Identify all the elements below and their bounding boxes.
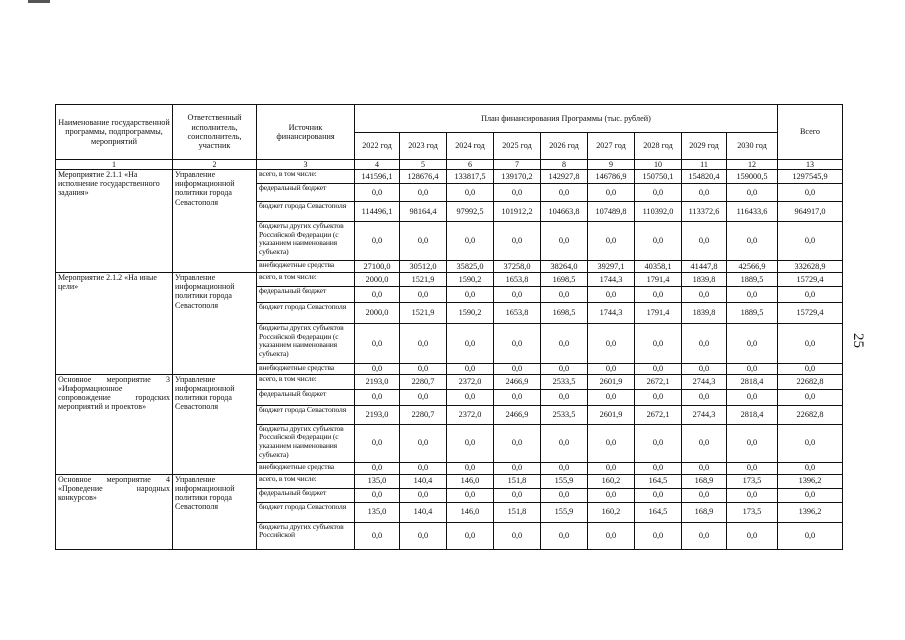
column-index: 5 (400, 160, 447, 170)
year-value: 0,0 (635, 287, 682, 303)
total-value: 0,0 (778, 522, 843, 549)
header-source: Источник финансирования (257, 105, 355, 160)
header-year: 2025 год (494, 133, 541, 160)
year-value: 0,0 (588, 364, 635, 375)
year-value: 0,0 (355, 287, 400, 303)
financing-source: бюджет города Севастополя (257, 405, 355, 424)
year-value: 2000,0 (355, 303, 400, 324)
column-index: 3 (257, 160, 355, 170)
year-value: 1791,4 (635, 303, 682, 324)
year-value: 0,0 (400, 462, 447, 474)
year-value: 0,0 (682, 364, 727, 375)
total-value: 0,0 (778, 324, 843, 364)
year-value: 107489,8 (588, 202, 635, 222)
year-value: 0,0 (400, 222, 447, 261)
column-index: 13 (778, 160, 843, 170)
year-value: 0,0 (727, 488, 778, 502)
header-plan: План финансирования Программы (тыс. рублей) (355, 105, 778, 133)
year-value: 0,0 (682, 424, 727, 462)
year-value: 2280,7 (400, 405, 447, 424)
year-value: 1521,9 (400, 303, 447, 324)
year-value: 0,0 (400, 184, 447, 202)
year-value: 0,0 (541, 424, 588, 462)
total-value: 0,0 (778, 488, 843, 502)
year-value: 140,4 (400, 502, 447, 522)
financing-source: федеральный бюджет (257, 389, 355, 405)
year-value: 27100,0 (355, 261, 400, 273)
year-value: 0,0 (494, 522, 541, 549)
year-value: 0,0 (400, 364, 447, 375)
responsible-executor: Управление информационной политики города Севастополя (173, 474, 257, 549)
year-value: 0,0 (494, 324, 541, 364)
year-value: 39297,1 (588, 261, 635, 273)
scan-mark (28, 0, 50, 3)
table-row (56, 474, 843, 488)
year-value: 1791,4 (635, 273, 682, 287)
financing-source: федеральный бюджет (257, 287, 355, 303)
year-value: 0,0 (447, 389, 494, 405)
total-value: 0,0 (778, 184, 843, 202)
year-value: 0,0 (588, 222, 635, 261)
responsible-executor: Управление информационной политики города Севастополя (173, 273, 257, 375)
year-value: 140,4 (400, 474, 447, 488)
year-value: 0,0 (494, 424, 541, 462)
measure-name: Мероприятие 2.1.2 «На иные цели» (56, 273, 173, 375)
year-value: 151,8 (494, 474, 541, 488)
year-value: 98164,4 (400, 202, 447, 222)
year-value: 0,0 (635, 364, 682, 375)
total-value: 1297545,9 (778, 170, 843, 184)
responsible-executor: Управление информационной политики города Севастополя (173, 170, 257, 273)
header-year: 2028 год (635, 133, 682, 160)
column-index: 11 (682, 160, 727, 170)
financing-source: бюджеты других субъектов Российской Федерации (с указанием наименования субъекта) (257, 324, 355, 364)
year-value: 40358,1 (635, 261, 682, 273)
year-value: 0,0 (541, 522, 588, 549)
year-value: 0,0 (727, 522, 778, 549)
year-value: 0,0 (355, 488, 400, 502)
year-value: 0,0 (400, 287, 447, 303)
year-value: 2744,3 (682, 374, 727, 389)
measure-name: Основное мероприятие 3 «Информационное сопровождение городских мероприятий и проектов» (56, 374, 173, 474)
year-value: 141596,1 (355, 170, 400, 184)
year-value: 133817,5 (447, 170, 494, 184)
financing-source: федеральный бюджет (257, 184, 355, 202)
financing-source: внебюджетные средства (257, 261, 355, 273)
year-value: 0,0 (447, 324, 494, 364)
header-year: 2027 год (588, 133, 635, 160)
column-index: 7 (494, 160, 541, 170)
year-value: 1698,5 (541, 273, 588, 287)
year-value: 0,0 (541, 222, 588, 261)
year-value: 1889,5 (727, 303, 778, 324)
header-year: 2024 год (447, 133, 494, 160)
year-value: 0,0 (447, 222, 494, 261)
year-value: 2601,9 (588, 374, 635, 389)
page-number: 25 (850, 333, 866, 348)
year-value: 135,0 (355, 502, 400, 522)
year-value: 0,0 (355, 462, 400, 474)
table-row (56, 374, 843, 389)
year-value: 1839,8 (682, 273, 727, 287)
year-value: 0,0 (727, 389, 778, 405)
column-index: 2 (173, 160, 257, 170)
year-value: 0,0 (400, 389, 447, 405)
financing-source: бюджет города Севастополя (257, 303, 355, 324)
year-value: 0,0 (447, 488, 494, 502)
year-value: 1698,5 (541, 303, 588, 324)
year-value: 1653,8 (494, 303, 541, 324)
year-value: 0,0 (588, 184, 635, 202)
year-value: 168,9 (682, 474, 727, 488)
year-value: 0,0 (447, 424, 494, 462)
column-index: 1 (56, 160, 173, 170)
financing-source: всего, в том числе: (257, 374, 355, 389)
year-value: 0,0 (355, 184, 400, 202)
year-value: 0,0 (355, 424, 400, 462)
year-value: 155,9 (541, 474, 588, 488)
year-value: 114496,1 (355, 202, 400, 222)
year-value: 164,5 (635, 502, 682, 522)
year-value: 0,0 (494, 222, 541, 261)
year-value: 0,0 (355, 324, 400, 364)
year-value: 0,0 (635, 389, 682, 405)
measure-name: Основное мероприятие 4 «Проведение народных конкурсов» (56, 474, 173, 549)
year-value: 0,0 (727, 462, 778, 474)
year-value: 0,0 (682, 462, 727, 474)
year-value: 1653,8 (494, 273, 541, 287)
header-name: Наименование государственной программы, подпрограммы, мероприятий (56, 105, 173, 160)
total-value: 22682,8 (778, 374, 843, 389)
year-value: 168,9 (682, 502, 727, 522)
financing-source: федеральный бюджет (257, 488, 355, 502)
year-value: 154820,4 (682, 170, 727, 184)
year-value: 0,0 (494, 488, 541, 502)
header-year: 2022 год (355, 133, 400, 160)
year-value: 0,0 (447, 364, 494, 375)
year-value: 0,0 (588, 424, 635, 462)
year-value: 0,0 (355, 522, 400, 549)
financing-source: бюджеты других субъектов Российской Федерации (с указанием наименования субъекта) (257, 424, 355, 462)
total-value: 0,0 (778, 364, 843, 375)
year-value: 173,5 (727, 502, 778, 522)
column-index: 8 (541, 160, 588, 170)
year-value: 0,0 (355, 222, 400, 261)
year-value: 0,0 (588, 287, 635, 303)
year-value: 2672,1 (635, 405, 682, 424)
header-responsible: Ответственный исполнитель, соисполнитель, участник (173, 105, 257, 160)
year-value: 37258,0 (494, 261, 541, 273)
year-value: 0,0 (541, 364, 588, 375)
total-value: 1396,2 (778, 502, 843, 522)
financing-source: всего, в том числе: (257, 170, 355, 184)
table-row (56, 273, 843, 287)
year-value: 139170,2 (494, 170, 541, 184)
year-value: 2000,0 (355, 273, 400, 287)
year-value: 1590,2 (447, 273, 494, 287)
total-value: 964917,0 (778, 202, 843, 222)
year-value: 1590,2 (447, 303, 494, 324)
column-index: 6 (447, 160, 494, 170)
financing-source: бюджеты других субъектов Российской Федерации (с указанием наименования субъекта) (257, 222, 355, 261)
year-value: 2533,5 (541, 374, 588, 389)
year-value: 0,0 (400, 488, 447, 502)
year-value: 0,0 (400, 522, 447, 549)
year-value: 0,0 (635, 462, 682, 474)
year-value: 0,0 (635, 324, 682, 364)
year-value: 0,0 (494, 287, 541, 303)
responsible-executor: Управление информационной политики города Севастополя (173, 374, 257, 474)
year-value: 0,0 (727, 364, 778, 375)
year-value: 101912,2 (494, 202, 541, 222)
year-value: 0,0 (494, 364, 541, 375)
measure-name: Мероприятие 2.1.1 «На исполнение государственного задания» (56, 170, 173, 273)
year-value: 113372,6 (682, 202, 727, 222)
header-total: Всего (778, 105, 843, 160)
year-value: 146,0 (447, 502, 494, 522)
header-year: 2030 год (727, 133, 778, 160)
year-value: 0,0 (727, 324, 778, 364)
year-value: 2818,4 (727, 405, 778, 424)
year-value: 146,0 (447, 474, 494, 488)
year-value: 150750,1 (635, 170, 682, 184)
year-value: 160,2 (588, 474, 635, 488)
financing-source: внебюджетные средства (257, 462, 355, 474)
year-value: 2466,9 (494, 405, 541, 424)
year-value: 1744,3 (588, 273, 635, 287)
year-value: 0,0 (541, 184, 588, 202)
year-value: 0,0 (541, 389, 588, 405)
year-value: 155,9 (541, 502, 588, 522)
year-value: 0,0 (447, 184, 494, 202)
year-value: 2744,3 (682, 405, 727, 424)
year-value: 160,2 (588, 502, 635, 522)
financing-source: бюджет города Севастополя (257, 202, 355, 222)
header-year: 2026 год (541, 133, 588, 160)
year-value: 2280,7 (400, 374, 447, 389)
year-value: 116433,6 (727, 202, 778, 222)
year-value: 2193,0 (355, 374, 400, 389)
table-row (56, 170, 843, 184)
year-value: 2818,4 (727, 374, 778, 389)
year-value: 2372,0 (447, 405, 494, 424)
year-value: 2466,9 (494, 374, 541, 389)
total-value: 0,0 (778, 389, 843, 405)
year-value: 164,5 (635, 474, 682, 488)
financing-source: всего, в том числе: (257, 273, 355, 287)
year-value: 0,0 (635, 522, 682, 549)
year-value: 0,0 (541, 488, 588, 502)
year-value: 0,0 (635, 424, 682, 462)
column-index: 10 (635, 160, 682, 170)
column-index: 12 (727, 160, 778, 170)
year-value: 0,0 (727, 287, 778, 303)
year-value: 30512,0 (400, 261, 447, 273)
year-value: 97992,5 (447, 202, 494, 222)
year-value: 0,0 (727, 184, 778, 202)
year-value: 0,0 (494, 184, 541, 202)
year-value: 0,0 (682, 324, 727, 364)
year-value: 0,0 (400, 424, 447, 462)
year-value: 41447,8 (682, 261, 727, 273)
year-value: 146786,9 (588, 170, 635, 184)
year-value: 0,0 (355, 364, 400, 375)
financing-source: бюджет города Севастополя (257, 502, 355, 522)
financing-source: бюджеты других субъектов Российской (257, 522, 355, 549)
year-value: 0,0 (447, 287, 494, 303)
column-index: 9 (588, 160, 635, 170)
year-value: 0,0 (682, 287, 727, 303)
year-value: 2533,5 (541, 405, 588, 424)
year-value: 0,0 (588, 522, 635, 549)
header-year: 2029 год (682, 133, 727, 160)
year-value: 0,0 (400, 324, 447, 364)
year-value: 0,0 (635, 488, 682, 502)
financing-table (55, 104, 843, 550)
year-value: 110392,0 (635, 202, 682, 222)
year-value: 0,0 (635, 184, 682, 202)
year-value: 0,0 (727, 222, 778, 261)
total-value: 0,0 (778, 287, 843, 303)
year-value: 1839,8 (682, 303, 727, 324)
year-value: 142927,8 (541, 170, 588, 184)
year-value: 135,0 (355, 474, 400, 488)
year-value: 0,0 (541, 462, 588, 474)
total-value: 22682,8 (778, 405, 843, 424)
header-year: 2023 год (400, 133, 447, 160)
year-value: 0,0 (541, 287, 588, 303)
year-value: 0,0 (682, 488, 727, 502)
year-value: 159000,5 (727, 170, 778, 184)
year-value: 0,0 (447, 462, 494, 474)
year-value: 0,0 (682, 389, 727, 405)
total-value: 1396,2 (778, 474, 843, 488)
year-value: 35825,0 (447, 261, 494, 273)
year-value: 104663,8 (541, 202, 588, 222)
year-value: 128676,4 (400, 170, 447, 184)
year-value: 0,0 (727, 424, 778, 462)
year-value: 0,0 (494, 462, 541, 474)
year-value: 2193,0 (355, 405, 400, 424)
year-value: 1744,3 (588, 303, 635, 324)
year-value: 0,0 (541, 324, 588, 364)
total-value: 332628,9 (778, 261, 843, 273)
year-value: 42566,9 (727, 261, 778, 273)
total-value: 15729,4 (778, 303, 843, 324)
year-value: 0,0 (635, 222, 682, 261)
year-value: 0,0 (355, 389, 400, 405)
total-value: 0,0 (778, 222, 843, 261)
year-value: 0,0 (682, 222, 727, 261)
year-value: 0,0 (588, 488, 635, 502)
year-value: 151,8 (494, 502, 541, 522)
year-value: 0,0 (682, 522, 727, 549)
financing-source: внебюджетные средства (257, 364, 355, 375)
financing-source: всего, в том числе: (257, 474, 355, 488)
year-value: 0,0 (494, 389, 541, 405)
year-value: 0,0 (588, 324, 635, 364)
year-value: 2372,0 (447, 374, 494, 389)
year-value: 0,0 (588, 389, 635, 405)
year-value: 38264,0 (541, 261, 588, 273)
total-value: 0,0 (778, 462, 843, 474)
year-value: 0,0 (447, 522, 494, 549)
year-value: 2601,9 (588, 405, 635, 424)
total-value: 0,0 (778, 424, 843, 462)
year-value: 173,5 (727, 474, 778, 488)
year-value: 1521,9 (400, 273, 447, 287)
year-value: 2672,1 (635, 374, 682, 389)
year-value: 0,0 (682, 184, 727, 202)
year-value: 0,0 (588, 462, 635, 474)
year-value: 1889,5 (727, 273, 778, 287)
column-index: 4 (355, 160, 400, 170)
total-value: 15729,4 (778, 273, 843, 287)
